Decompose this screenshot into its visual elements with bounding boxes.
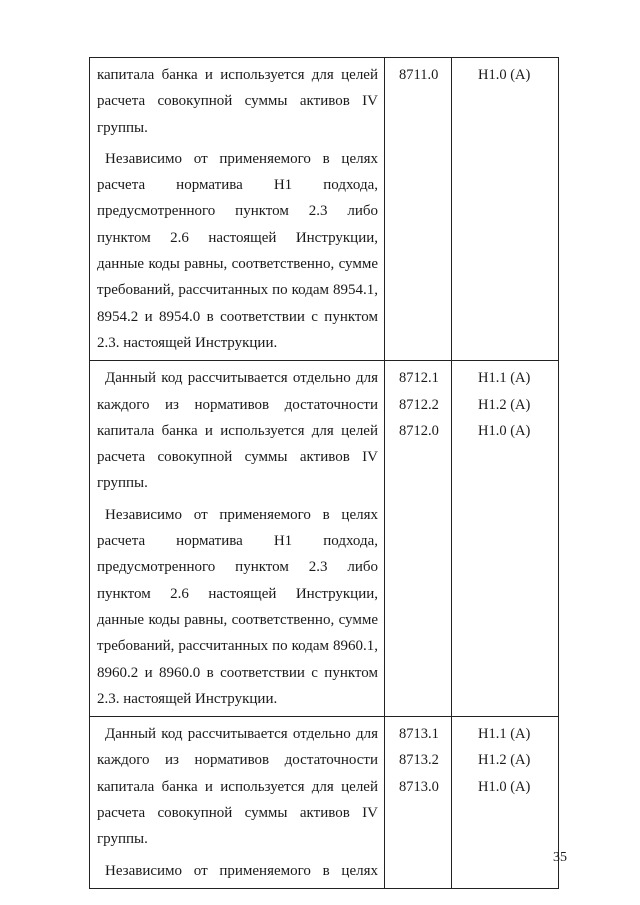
code-value: 8712.2 — [399, 396, 439, 413]
table-row — [90, 361, 559, 717]
description-paragraph: Данный код рассчитывается отдельно для каждого из нормативов достаточности капитала банка и используется для целей расчета совокупной суммы активов IV группы. — [97, 370, 378, 492]
normative-cell — [452, 58, 559, 361]
normative-cell — [452, 717, 559, 889]
normative-value: Н1.1 (А) — [478, 726, 531, 743]
normative-value: Н1.0 (А) — [478, 67, 531, 83]
description-cell — [90, 361, 385, 717]
normative-value: Н1.2 (А) — [478, 396, 531, 413]
description-cell — [90, 58, 385, 361]
description-paragraph: Независимо от применяемого в целях — [105, 862, 378, 879]
page-number: 35 — [553, 850, 567, 865]
code-value: 8712.0 — [399, 422, 439, 439]
description-paragraph: Данный код рассчитывается отдельно для каждого из нормативов достаточности капитала банка и используется для целей расчета совокупной суммы активов IV группы. — [97, 726, 378, 848]
normative-value: Н1.0 (А) — [478, 778, 531, 795]
codes-table — [89, 57, 559, 889]
description-cell — [90, 717, 385, 889]
normative-cell — [452, 361, 559, 717]
code-value: 8713.2 — [399, 752, 439, 769]
normative-value: Н1.1 (А) — [478, 370, 531, 387]
code-cell — [385, 717, 452, 889]
table-row — [90, 717, 559, 889]
code-value: 8713.0 — [399, 778, 439, 795]
description-paragraph: Независимо от применяемого в целях расчета норматива Н1 подхода, предусмотренного пунктом 2.3 либо пунктом 2.6 настоящей Инструкции, данные коды равны, соответственно, сумме требований, рассчитанных по кодам 8960.1, 8960.2 и 8960.0 в соответствии с пунктом 2.3. настоящей Инструкции. — [97, 506, 378, 707]
normative-value: Н1.2 (А) — [478, 752, 531, 769]
code-value: 8713.1 — [399, 726, 439, 743]
code-cell — [385, 361, 452, 717]
description-paragraph: Независимо от применяемого в целях расчета норматива Н1 подхода, предусмотренного пунктом 2.3 либо пунктом 2.6 настоящей Инструкции, данные коды равны, соответственно, сумме требований, рассчитанных по кодам 8954.1, 8954.2 и 8954.0 в соответствии с пунктом 2.3. настоящей Инструкции. — [97, 150, 378, 351]
normative-value: Н1.0 (А) — [478, 422, 531, 439]
code-value: 8712.1 — [399, 370, 439, 387]
description-paragraph: капитала банка и используется для целей расчета совокупной суммы активов IV группы. — [97, 67, 378, 136]
code-value: 8711.0 — [399, 67, 439, 83]
table-row — [90, 58, 559, 361]
code-cell — [385, 58, 452, 361]
